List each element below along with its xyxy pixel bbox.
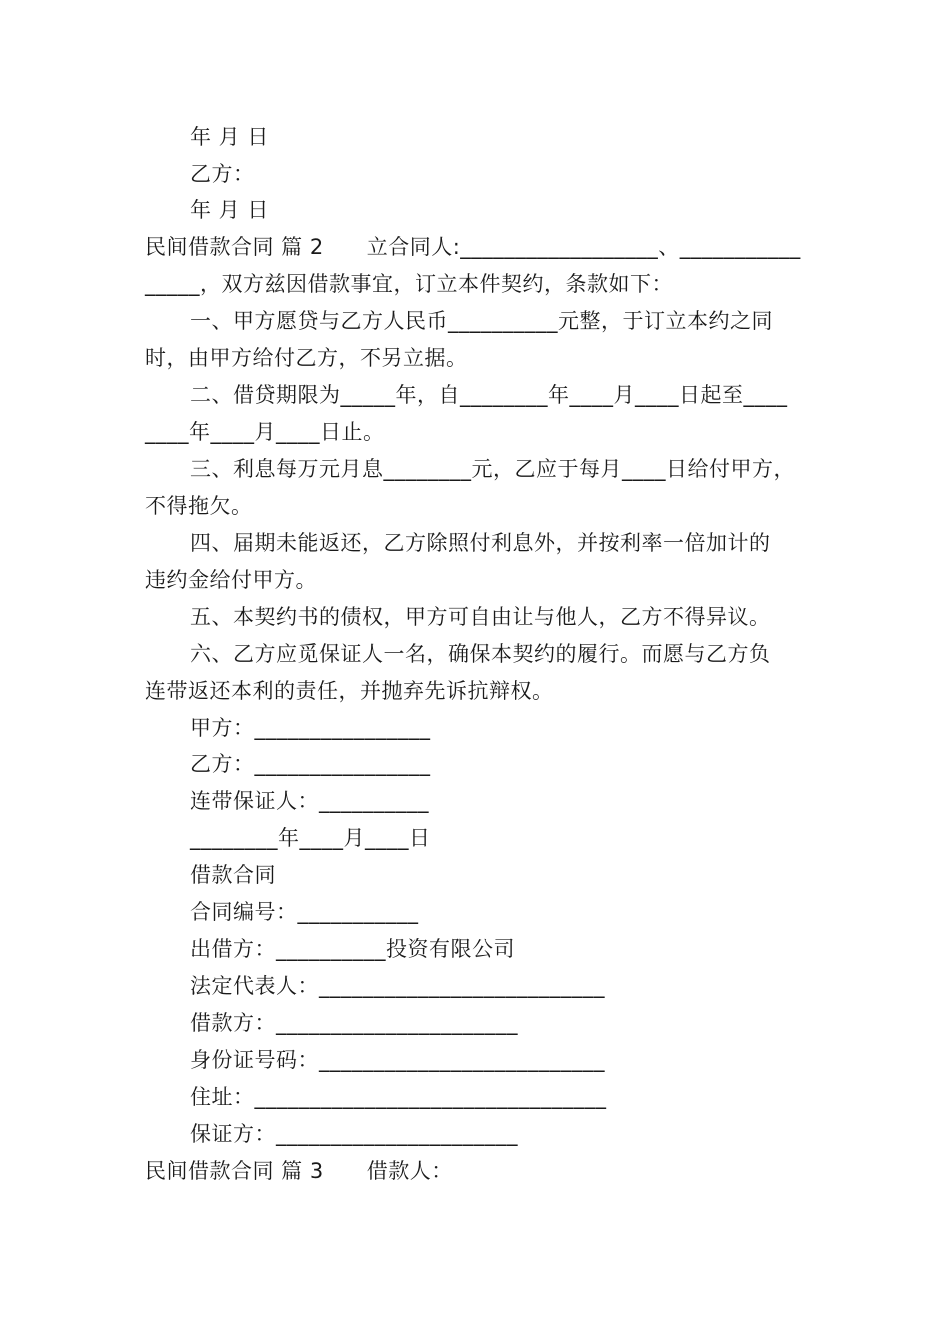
guarantor: 保证方：______________________ <box>190 1122 518 1146</box>
clause-2: 二、借贷期限为_____年，自________年____月____日起至____ <box>190 383 788 407</box>
legal-representative: 法定代表人：__________________________ <box>190 974 605 998</box>
address: 住址：________________________________ <box>190 1085 607 1109</box>
clause-1: 一、甲方愿贷与乙方人民币__________元整，于订立本约之同 <box>190 309 773 333</box>
party-b-label: 乙方： <box>190 162 255 186</box>
paragraph-line: _____，双方兹因借款事宜，订立本件契约，条款如下： <box>145 272 673 296</box>
clause-2-cont: ____年____月____日止。 <box>145 420 385 444</box>
section-heading-2: 民间借款合同 篇 2 立合同人:__________________、___________ <box>145 235 801 259</box>
date-line: 年 月 日 <box>190 198 269 222</box>
contract-title: 借款合同 <box>190 863 276 887</box>
clause-6-cont: 连带返还本利的责任，并抛弃先诉抗辩权。 <box>145 679 554 703</box>
section-heading-3: 民间借款合同 篇 3 借款人： <box>145 1159 453 1183</box>
clause-1-cont: 时，由甲方给付乙方，不另立据。 <box>145 346 468 370</box>
party-b-signature: 乙方：________________ <box>190 752 431 776</box>
id-number: 身份证号码：__________________________ <box>190 1048 605 1072</box>
contract-number: 合同编号：___________ <box>190 900 419 924</box>
clause-5: 五、本契约书的债权，甲方可自由让与他人，乙方不得异议。 <box>190 605 771 629</box>
clause-6: 六、乙方应觅保证人一名，确保本契约的履行。而愿与乙方负 <box>190 642 771 666</box>
date-line: 年 月 日 <box>190 125 269 149</box>
borrower: 借款方：______________________ <box>190 1011 518 1035</box>
clause-3: 三、利息每万元月息________元，乙应于每月____日给付甲方， <box>190 457 795 481</box>
party-a-signature: 甲方：________________ <box>190 716 431 740</box>
guarantor-signature: 连带保证人：__________ <box>190 789 429 813</box>
clause-4-cont: 违约金给付甲方。 <box>145 568 317 592</box>
lender: 出借方：__________投资有限公司 <box>190 937 515 961</box>
clause-4: 四、届期未能返还，乙方除照付利息外，并按利率一倍加计的 <box>190 531 771 555</box>
signature-date: ________年____月____日 <box>190 826 431 850</box>
clause-3-cont: 不得拖欠。 <box>145 494 253 518</box>
